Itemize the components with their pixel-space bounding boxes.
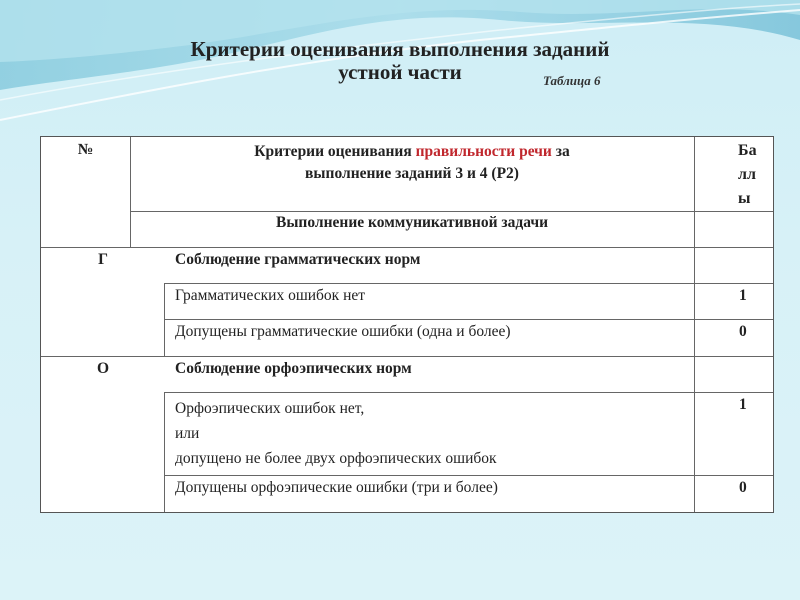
grid-line: [41, 356, 773, 357]
grid-line: [164, 283, 773, 284]
header-criteria-line2: выполнение заданий 3 и 4 (Р2): [305, 165, 519, 182]
grid-line: [694, 137, 695, 512]
title-line-2: устной части: [338, 60, 462, 85]
row-line: или: [175, 425, 200, 442]
criteria-table: [40, 136, 774, 513]
row-line: допущено не более двух орфоэпических ошибок: [175, 450, 497, 467]
table-label: Таблица 6: [543, 73, 601, 88]
row-text: Допущены грамматические ошибки (одна и более): [175, 323, 511, 340]
grid-line: [164, 392, 773, 393]
row-points: 1: [739, 396, 747, 413]
title-line-1: Критерии оценивания выполнения заданий: [190, 37, 610, 61]
header-number: №: [77, 141, 94, 158]
grid-line: [164, 475, 773, 476]
row-points: 0: [739, 323, 747, 340]
row-text: [175, 396, 497, 471]
section-title: Соблюдение орфоэпических норм: [175, 360, 412, 377]
subheader: Выполнение коммуникативной задачи: [275, 214, 548, 231]
section-code: О: [96, 360, 110, 377]
grid-line: [41, 247, 773, 248]
grid-line: [164, 392, 165, 512]
row-text: Допущены орфоэпические ошибки (три и более): [175, 479, 498, 496]
row-points: 1: [739, 287, 747, 304]
row-text: Грамматических ошибок нет: [175, 287, 366, 304]
row-line: Орфоэпических ошибок нет,: [175, 400, 365, 417]
row-points: 0: [739, 479, 747, 496]
grid-line: [130, 211, 773, 212]
page-title: [100, 38, 700, 84]
header-criteria: [130, 141, 694, 185]
section-code: Г: [98, 251, 108, 268]
grid-line: [164, 319, 773, 320]
header-criteria-prefix: Критерии оценивания: [254, 143, 416, 160]
header-points: Ба лл ы: [738, 142, 757, 207]
section-title: Соблюдение грамматических норм: [175, 251, 421, 268]
header-criteria-suffix: за: [551, 143, 570, 160]
header-criteria-highlight: правильности речи: [415, 143, 552, 160]
